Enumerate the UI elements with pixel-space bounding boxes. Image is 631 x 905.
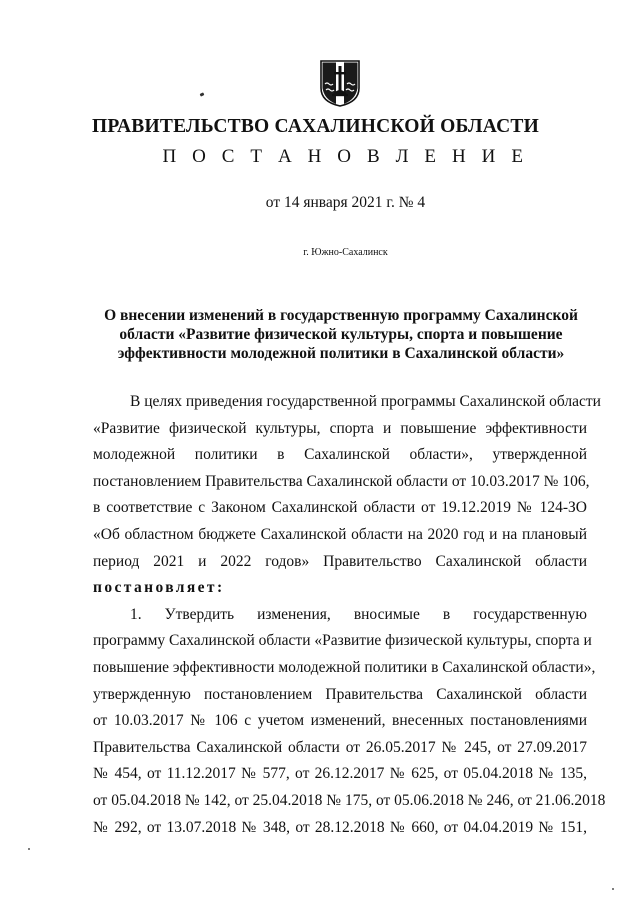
item-line: утвержденную постановлением Правительства Сахалинской области: [93, 685, 587, 703]
document-body: [93, 389, 606, 841]
subject-line: О внесении изменений в государственную программу Сахалинской: [104, 307, 578, 324]
document-subject: [90, 306, 592, 363]
item-line: от 10.03.2017 № 106 с учетом изменений, внесенных постановлениями: [93, 712, 587, 730]
decree-word: постановляет:: [93, 579, 225, 597]
body-line: «Об областном бюджете Сахалинской области на 2020 год и на плановый: [93, 525, 587, 543]
item-line: программу Сахалинской области «Развитие физической культуры, спорта и: [93, 632, 592, 650]
body-line: В целях приведения государственной программы Сахалинской области: [130, 393, 601, 410]
body-line: молодежной политики в Сахалинской области», утвержденной: [93, 446, 587, 464]
body-line: в соответствие с Законом Сахалинской области от 19.12.2019 № 124-ЗО: [93, 499, 587, 517]
item-line: № 454, от 11.12.2017 № 577, от 26.12.2017 № 625, от 05.04.2018 № 135,: [93, 765, 587, 783]
scan-speck: [612, 888, 614, 890]
subject-line: области «Развитие физической культуры, спорта и повышение: [119, 326, 563, 343]
subject-line: эффективности молодежной политики в Сахалинской области»: [117, 345, 565, 362]
item-line: от 05.04.2018 № 142, от 25.04.2018 № 175, от 05.06.2018 № 246, от 21.06.2018: [93, 791, 606, 809]
document-type: П О С Т А Н О В Л Е Н И Е: [162, 146, 529, 167]
item-line: № 292, от 13.07.2018 № 348, от 28.12.2018 № 660, от 04.04.2019 № 151,: [93, 818, 587, 836]
document-city: г. Южно-Сахалинск: [303, 247, 388, 258]
body-line: период 2021 и 2022 годов» Правительство Сахалинской области: [93, 552, 587, 570]
item-line: 1. Утвердить изменения, вносимые в государственную: [130, 605, 587, 623]
sakhalin-coat-of-arms-icon: [318, 58, 362, 108]
scan-speck: [28, 848, 30, 850]
body-line: «Развитие физической культуры, спорта и повышение эффективности: [93, 419, 587, 437]
item-line: повышение эффективности молодежной политики в Сахалинской области»,: [93, 658, 596, 676]
body-line: постановлением Правительства Сахалинской области от 10.03.2017 № 106,: [93, 472, 590, 490]
government-title: ПРАВИТЕЛЬСТВО САХАЛИНСКОЙ ОБЛАСТИ: [92, 116, 539, 137]
item-line: Правительства Сахалинской области от 26.05.2017 № 245, от 27.09.2017: [93, 738, 587, 756]
scan-mark: [200, 92, 205, 96]
document-date-number: от 14 января 2021 г. № 4: [265, 194, 426, 211]
